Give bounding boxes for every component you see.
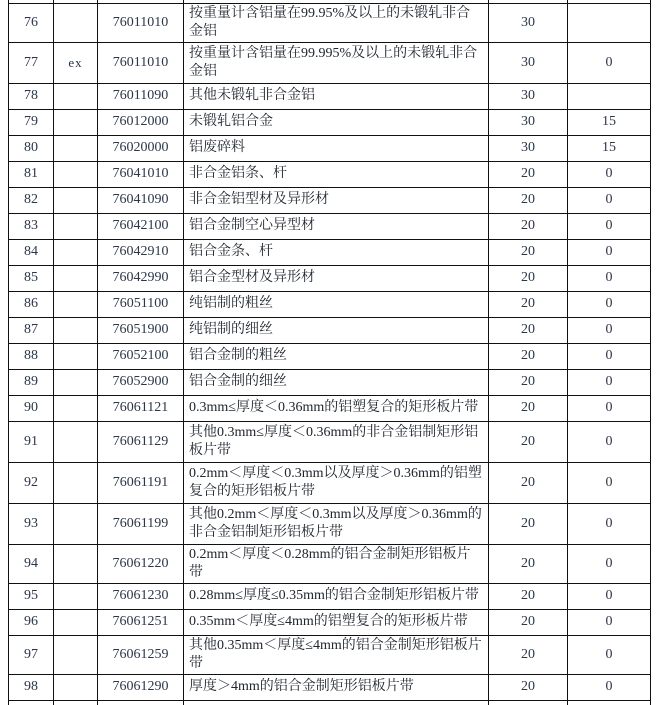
description-cell: 未锻轧铝合金 [184, 109, 489, 135]
ex-marker-cell [54, 317, 98, 343]
hs-code-cell: 76011090 [98, 83, 184, 109]
ex-marker-cell [54, 421, 98, 462]
ex-marker-cell [54, 265, 98, 291]
ex-marker-cell [54, 583, 98, 609]
rate-col6-cell: 0 [568, 674, 651, 700]
rate-col5-cell: 20 [489, 635, 568, 674]
row-number-cell: 84 [9, 239, 54, 265]
row-number-cell: 81 [9, 161, 54, 187]
rate-col5-cell: 20 [489, 161, 568, 187]
hs-code-cell: 76061121 [98, 395, 184, 421]
table-row [9, 213, 651, 239]
rate-col6-cell: 0 [568, 544, 651, 583]
rate-col6-cell: 0 [568, 42, 651, 83]
rate-col6-cell: 0 [568, 213, 651, 239]
table-row [9, 635, 651, 674]
description-cell: 非合金铝型材及异形材 [184, 187, 489, 213]
ex-marker-cell [54, 674, 98, 700]
ex-marker-cell [54, 609, 98, 635]
hs-code-cell: 76061259 [98, 635, 184, 674]
row-number-cell: 78 [9, 83, 54, 109]
rate-col5-cell: 30 [489, 42, 568, 83]
hs-code-cell: 76052900 [98, 369, 184, 395]
rate-col5-cell: 30 [489, 109, 568, 135]
row-number-cell: 82 [9, 187, 54, 213]
table-row [9, 135, 651, 161]
table-row [9, 83, 651, 109]
ex-marker-cell [54, 369, 98, 395]
clipped-cell [9, 700, 54, 705]
ex-marker-cell [54, 187, 98, 213]
hs-code-cell: 76061230 [98, 583, 184, 609]
row-number-cell: 79 [9, 109, 54, 135]
hs-code-cell: 76042990 [98, 265, 184, 291]
description-cell: 按重量计含铝量在99.995%及以上的未锻轧非合金铝 [184, 42, 489, 83]
row-number-cell: 98 [9, 674, 54, 700]
rate-col5-cell: 20 [489, 317, 568, 343]
table-row [9, 187, 651, 213]
rate-col5-cell: 20 [489, 674, 568, 700]
row-number-cell: 88 [9, 343, 54, 369]
ex-marker-cell [54, 109, 98, 135]
rate-col5-cell: 20 [489, 265, 568, 291]
table-row [9, 674, 651, 700]
tariff-table [8, 0, 651, 705]
description-cell: 铝合金制的粗丝 [184, 343, 489, 369]
row-number-cell: 91 [9, 421, 54, 462]
rate-col6-cell: 0 [568, 291, 651, 317]
rate-col5-cell: 20 [489, 395, 568, 421]
hs-code-cell: 76061290 [98, 674, 184, 700]
table-row [9, 42, 651, 83]
rate-col6-cell: 0 [568, 343, 651, 369]
rate-col5-cell: 20 [489, 369, 568, 395]
ex-marker-cell [54, 395, 98, 421]
table-row [9, 395, 651, 421]
row-number-cell: 93 [9, 503, 54, 544]
clipped-cell [54, 700, 98, 705]
ex-marker-cell [54, 291, 98, 317]
clipped-cell [184, 700, 489, 705]
rate-col5-cell: 20 [489, 583, 568, 609]
hs-code-cell: 76061191 [98, 462, 184, 503]
rate-col6-cell: 0 [568, 609, 651, 635]
table-row [9, 503, 651, 544]
ex-marker-cell [54, 462, 98, 503]
rate-col5-cell: 20 [489, 503, 568, 544]
hs-code-cell: 76011010 [98, 3, 184, 42]
row-number-cell: 85 [9, 265, 54, 291]
hs-code-cell: 76052100 [98, 343, 184, 369]
description-cell: 按重量计含铝量在99.95%及以上的未锻轧非合金铝 [184, 3, 489, 42]
clipped-cell [568, 700, 651, 705]
ex-marker-cell [54, 343, 98, 369]
description-cell: 厚度＞4mm的铝合金制矩形铝板片带 [184, 674, 489, 700]
table-row [9, 109, 651, 135]
ex-marker-cell [54, 544, 98, 583]
table-row [9, 462, 651, 503]
rate-col6-cell: 0 [568, 187, 651, 213]
clipped-cell [489, 700, 568, 705]
description-cell: 铝废碎料 [184, 135, 489, 161]
table-row [9, 421, 651, 462]
rate-col5-cell: 20 [489, 421, 568, 462]
row-number-cell: 97 [9, 635, 54, 674]
rate-col6-cell: 0 [568, 503, 651, 544]
ex-marker-cell [54, 83, 98, 109]
ex-marker-cell [54, 3, 98, 42]
description-cell: 0.35mm＜厚度≤4mm的铝塑复合的矩形板片带 [184, 609, 489, 635]
rate-col6-cell: 0 [568, 317, 651, 343]
row-number-cell: 87 [9, 317, 54, 343]
hs-code-cell: 76041010 [98, 161, 184, 187]
description-cell: 其他0.2mm＜厚度＜0.3mm以及厚度＞0.36mm的非合金铝制矩形铝板片带 [184, 503, 489, 544]
description-cell: 纯铝制的粗丝 [184, 291, 489, 317]
rate-col6-cell: 0 [568, 239, 651, 265]
ex-marker-cell [54, 635, 98, 674]
hs-code-cell: 76042100 [98, 213, 184, 239]
ex-marker-cell [54, 213, 98, 239]
description-cell: 其他未锻轧非合金铝 [184, 83, 489, 109]
ex-marker-cell [54, 239, 98, 265]
table-row [9, 369, 651, 395]
description-cell: 0.2mm＜厚度＜0.3mm以及厚度＞0.36mm的铝塑复合的矩形铝板片带 [184, 462, 489, 503]
hs-code-cell: 76051100 [98, 291, 184, 317]
description-cell: 纯铝制的细丝 [184, 317, 489, 343]
rate-col5-cell: 20 [489, 187, 568, 213]
rate-col6-cell: 0 [568, 462, 651, 503]
hs-code-cell: 76041090 [98, 187, 184, 213]
table-row [9, 161, 651, 187]
row-number-cell: 86 [9, 291, 54, 317]
row-number-cell: 80 [9, 135, 54, 161]
rate-col6-cell: 0 [568, 395, 651, 421]
rate-col5-cell: 30 [489, 3, 568, 42]
row-number-cell: 83 [9, 213, 54, 239]
description-cell: 0.2mm＜厚度＜0.28mm的铝合金制矩形铝板片带 [184, 544, 489, 583]
row-number-cell: 77 [9, 42, 54, 83]
description-cell: 铝合金型材及异形材 [184, 265, 489, 291]
rate-col5-cell: 30 [489, 83, 568, 109]
hs-code-cell: 76042910 [98, 239, 184, 265]
description-cell: 铝合金条、杆 [184, 239, 489, 265]
hs-code-cell: 76061220 [98, 544, 184, 583]
rate-col5-cell: 20 [489, 462, 568, 503]
rate-col6-cell [568, 3, 651, 42]
rate-col5-cell: 20 [489, 609, 568, 635]
description-cell: 其他0.3mm≤厚度＜0.36mm的非合金铝制矩形铝板片带 [184, 421, 489, 462]
table-row [9, 583, 651, 609]
row-number-cell: 92 [9, 462, 54, 503]
ex-marker-cell [54, 161, 98, 187]
hs-code-cell: 76012000 [98, 109, 184, 135]
hs-code-cell: 76061251 [98, 609, 184, 635]
ex-marker-cell [54, 135, 98, 161]
rate-col6-cell: 0 [568, 635, 651, 674]
rate-col5-cell: 20 [489, 291, 568, 317]
hs-code-cell: 76011010 [98, 42, 184, 83]
table-row [9, 3, 651, 42]
rate-col6-cell: 0 [568, 583, 651, 609]
description-cell: 0.28mm≤厚度≤0.35mm的铝合金制矩形铝板片带 [184, 583, 489, 609]
ex-marker-cell: ex [54, 42, 98, 83]
table-row-clipped-bottom [9, 700, 651, 705]
table-row [9, 265, 651, 291]
rate-col6-cell [568, 83, 651, 109]
clipped-cell [98, 700, 184, 705]
rate-col5-cell: 30 [489, 135, 568, 161]
description-cell: 非合金铝条、杆 [184, 161, 489, 187]
rate-col5-cell: 20 [489, 343, 568, 369]
description-cell: 铝合金制的细丝 [184, 369, 489, 395]
rate-col6-cell: 0 [568, 265, 651, 291]
description-cell: 其他0.35mm＜厚度≤4mm的铝合金制矩形铝板片带 [184, 635, 489, 674]
table-row [9, 544, 651, 583]
row-number-cell: 89 [9, 369, 54, 395]
tariff-table-body [9, 0, 651, 705]
rate-col6-cell: 0 [568, 421, 651, 462]
rate-col6-cell: 0 [568, 369, 651, 395]
table-row [9, 291, 651, 317]
row-number-cell: 96 [9, 609, 54, 635]
description-cell: 铝合金制空心异型材 [184, 213, 489, 239]
rate-col6-cell: 15 [568, 109, 651, 135]
description-cell: 0.3mm≤厚度＜0.36mm的铝塑复合的矩形板片带 [184, 395, 489, 421]
hs-code-cell: 76051900 [98, 317, 184, 343]
rate-col5-cell: 20 [489, 239, 568, 265]
table-row [9, 317, 651, 343]
table-row [9, 239, 651, 265]
ex-marker-cell [54, 503, 98, 544]
hs-code-cell: 76061199 [98, 503, 184, 544]
rate-col6-cell: 0 [568, 161, 651, 187]
rate-col6-cell: 15 [568, 135, 651, 161]
row-number-cell: 94 [9, 544, 54, 583]
row-number-cell: 95 [9, 583, 54, 609]
hs-code-cell: 76061129 [98, 421, 184, 462]
table-row [9, 609, 651, 635]
row-number-cell: 76 [9, 3, 54, 42]
table-row [9, 343, 651, 369]
rate-col5-cell: 20 [489, 544, 568, 583]
row-number-cell: 90 [9, 395, 54, 421]
hs-code-cell: 76020000 [98, 135, 184, 161]
rate-col5-cell: 20 [489, 213, 568, 239]
